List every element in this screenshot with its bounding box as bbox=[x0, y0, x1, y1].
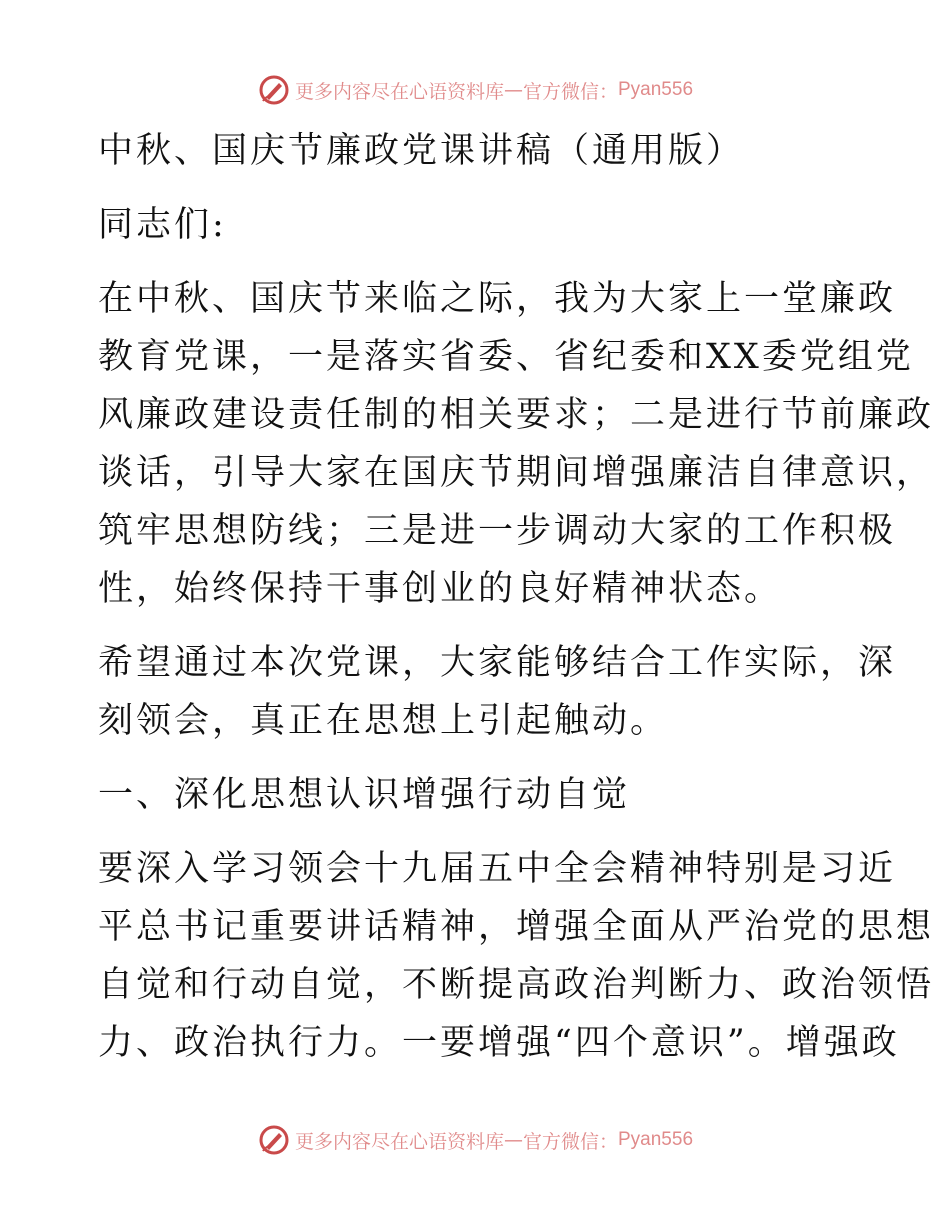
section-heading: 一、深化思想认识增强行动自觉 bbox=[98, 775, 631, 815]
pen-swirl-logo-icon bbox=[257, 73, 291, 107]
watermark-id: Pyan556 bbox=[618, 79, 694, 100]
footer-watermark bbox=[0, 1120, 950, 1160]
paragraph-line: 筑牢思想防线；三是进一步调动大家的工作积极 bbox=[98, 511, 897, 551]
paragraph-line: 性，始终保持干事创业的良好精神状态。 bbox=[98, 569, 783, 609]
paragraph-2 bbox=[98, 634, 897, 750]
paragraph-line: 希望通过本次党课，大家能够结合工作实际，深 bbox=[98, 643, 897, 683]
paragraph-line: 平总书记重要讲话精神，增强全面从严治党的思想 bbox=[98, 907, 935, 947]
paragraph-line: 在中秋、国庆节来临之际，我为大家上一堂廉政 bbox=[98, 279, 897, 319]
paragraph-line: 刻领会，真正在思想上引起触动。 bbox=[98, 701, 669, 741]
greeting: 同志们: bbox=[98, 205, 227, 245]
paragraph-line: 谈话，引导大家在国庆节期间增强廉洁自律意识， bbox=[98, 453, 935, 493]
paragraph-3 bbox=[98, 840, 935, 1072]
paragraph-line: 要深入学习领会十九届五中全会精神特别是习近 bbox=[98, 849, 897, 889]
document-title: 中秋、国庆节廉政党课讲稿（通用版） bbox=[98, 131, 745, 171]
watermark-text: 更多内容尽在心语资料库 bbox=[294, 80, 504, 103]
document-body bbox=[98, 122, 935, 1072]
paragraph-line: 力、政治执行力。一要增强“四个意识”。增强政 bbox=[98, 1023, 900, 1063]
watermark-label: 官方微信： bbox=[522, 1130, 618, 1153]
paragraph-line: 自觉和行动自觉，不断提高政治判断力、政治领悟 bbox=[98, 965, 935, 1005]
watermark-text: 更多内容尽在心语资料库 bbox=[294, 1130, 504, 1153]
paragraph-line: 风廉政建设责任制的相关要求；二是进行节前廉政 bbox=[98, 395, 935, 435]
pen-swirl-logo-icon bbox=[257, 1123, 291, 1157]
watermark-separator: — bbox=[503, 1129, 523, 1151]
watermark-label: 官方微信： bbox=[522, 80, 618, 103]
watermark-separator: — bbox=[503, 79, 523, 101]
paragraph-line: 教育党课，一是落实省委、省纪委和XX委党组党 bbox=[98, 337, 914, 377]
watermark-id: Pyan556 bbox=[618, 1129, 694, 1150]
header-watermark bbox=[0, 70, 950, 110]
paragraph-1 bbox=[98, 270, 935, 618]
